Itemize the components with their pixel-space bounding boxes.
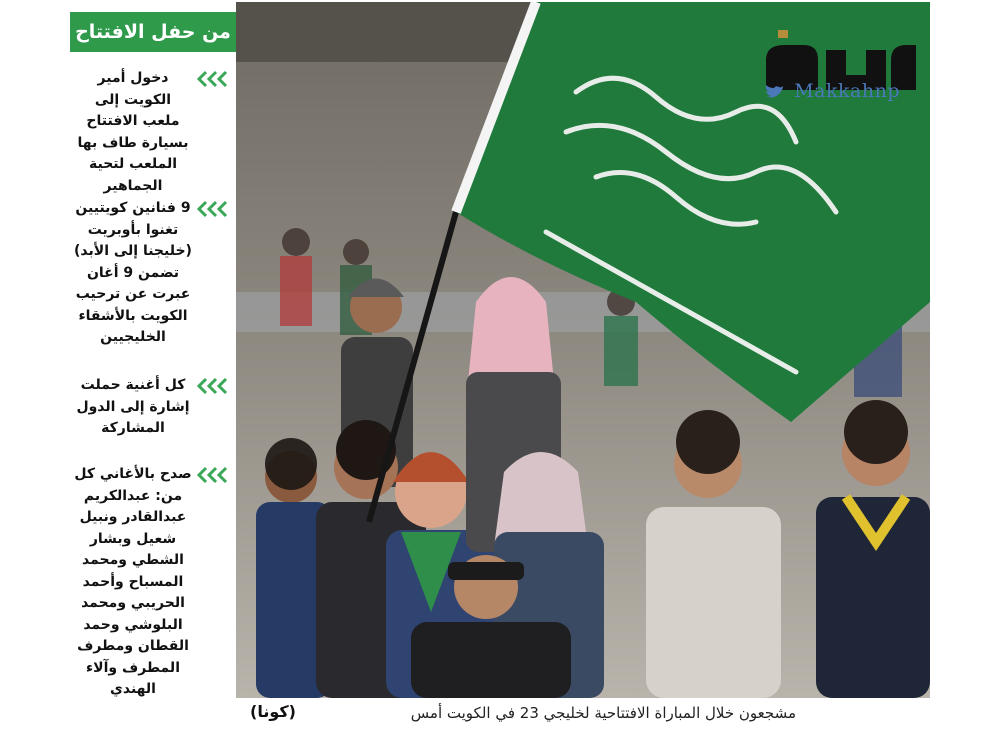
sidebar-highlights — [70, 12, 236, 737]
highlight-item — [74, 375, 234, 445]
sidebar-title: من حفل الافتتاح — [70, 12, 236, 52]
highlight-item — [74, 68, 234, 194]
photo-credit: (كونا) — [250, 702, 296, 721]
twitter-bird-icon — [764, 84, 784, 100]
highlight-item — [74, 198, 234, 368]
chevron-triple-left-icon — [196, 466, 230, 484]
photo-caption: مشجعون خلال المباراة الافتتاحية لخليجي 23 في الكويت أمس — [410, 704, 796, 722]
chevron-triple-left-icon — [196, 200, 230, 218]
news-photo — [236, 2, 930, 698]
makkah-newspaper-logo — [746, 20, 926, 130]
chevron-triple-left-icon — [196, 377, 230, 395]
highlight-text: صدح بالأغاني كل من: عبدالكريم عبدالقادر ونبيل شعيل وبشار الشطي ومحمد المسباح وأحمد الحريبي ومحمد البلوشي وحمد القطان ومطرف المطرف وآلاء الهندي — [74, 466, 192, 697]
twitter-handle: Makkahnp — [794, 80, 900, 102]
highlight-text: 9 فنانين كويتيين تغنوا بأوبريت (خليجنا إلى الأبد) تضمن 9 أغان عبرت عن ترحيب الكويت بالأشقاء الخليجيين — [74, 200, 192, 345]
highlight-text: كل أغنية حملت إشارة إلى الدول المشاركة — [76, 377, 190, 436]
chevron-triple-left-icon — [196, 70, 230, 88]
highlight-item — [74, 464, 234, 739]
highlight-text: دخول أمير الكويت إلى ملعب الافتتاح بسيارة طاف بها الملعب لتحية الجماهير — [77, 70, 189, 194]
